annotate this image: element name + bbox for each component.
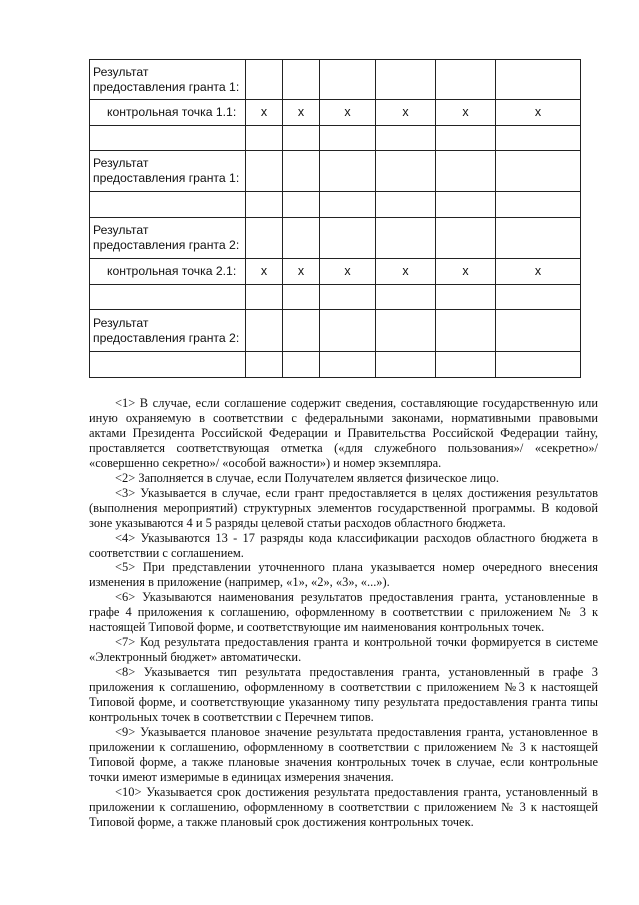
- table-cell: [436, 218, 496, 259]
- table-cell: [283, 60, 320, 100]
- footnote-paragraph: <2> Заполняется в случае, если Получателем является физическое лицо.: [115, 470, 500, 485]
- footnote-paragraph: <10> Указывается срок достижения результата предоставления гранта, установленный в приложении к соглашению, оформленному в соответствии с приложением № 3 к настоящей Типовой форме, а также плановый срок достижения контрольных точек.: [89, 784, 598, 829]
- footnote-paragraph: <1> В случае, если соглашение содержит сведения, составляющие государственную или иную охраняемую в соответствии с федеральными законами, нормативными правовыми актами Президента Российской Федерации и Правительства Российской Федерации тайну, проставляется соответствующая отметка («для служебного пользования»/ «секретно»/ «совершенно секретно»/ «особой важности») и номер экземпляра.: [89, 396, 598, 470]
- table-row: [90, 352, 581, 378]
- footnote-paragraph: <6> Указываются наименования результатов предоставления гранта, установленные в графе 4 приложения к соглашению, оформленному в соответствии с приложением № 3 к настоящей Типовой форме, и соответствующие им наименования контрольных точек.: [89, 590, 598, 635]
- table-cell: [320, 218, 376, 259]
- table-cell: [320, 285, 376, 310]
- table-cell: [320, 310, 376, 352]
- table-cell: [496, 218, 581, 259]
- table-cell: [496, 60, 581, 100]
- table-row: [90, 310, 581, 352]
- table-cell: [376, 126, 436, 151]
- table-cell: [320, 192, 376, 218]
- table-cell: [496, 352, 581, 378]
- footnotes: [89, 396, 598, 830]
- table-cell: [376, 151, 436, 192]
- footnote-paragraph: <8> Указывается тип результата предоставления гранта, установленный в графе 3 приложения к соглашению, оформленному в соответствии с приложением №3 к настоящей Типовой форме, и соответствующие указанному типу результата предоставления гранта типы контрольных точек в соответствии с Перечнем типов.: [89, 665, 598, 725]
- table-cell: [246, 352, 283, 378]
- table-cell: [436, 60, 496, 100]
- table-row: [90, 285, 581, 310]
- grant-result-label: Результат предоставления гранта 1:: [90, 60, 246, 100]
- table-cell: [376, 310, 436, 352]
- grant-results-table: [89, 59, 581, 378]
- table-row: [90, 100, 581, 126]
- grant-result-label: [90, 126, 246, 151]
- control-point-label: контрольная точка 1.1:: [90, 100, 246, 126]
- table-cell: [283, 192, 320, 218]
- grant-result-label: [90, 285, 246, 310]
- table-cell: [283, 218, 320, 259]
- table-cell: [246, 126, 283, 151]
- table-cell: [246, 285, 283, 310]
- footnote-paragraph: <5> При представлении уточненного плана указывается номер очередного внесения изменения в приложение (например, «1», «2», «3», «...»).: [89, 560, 598, 590]
- table-cell: [283, 151, 320, 192]
- table-row: [90, 60, 581, 100]
- table-cell: [246, 60, 283, 100]
- table-cell: [246, 192, 283, 218]
- table-cell: [376, 352, 436, 378]
- grant-result-label: Результат предоставления гранта 2:: [90, 310, 246, 352]
- table-cell: [496, 310, 581, 352]
- table-cell: [320, 60, 376, 100]
- table-cell: [436, 192, 496, 218]
- table-cell: x: [496, 100, 581, 126]
- table-cell: [283, 285, 320, 310]
- table-cell: x: [436, 100, 496, 126]
- table-cell: [283, 310, 320, 352]
- table-cell: [496, 285, 581, 310]
- table-cell: [283, 126, 320, 151]
- table-cell: [320, 352, 376, 378]
- table-cell: [376, 60, 436, 100]
- table-cell: [320, 151, 376, 192]
- table-cell: [496, 151, 581, 192]
- table-cell: [436, 126, 496, 151]
- grant-result-label: [90, 192, 246, 218]
- table-cell: [436, 151, 496, 192]
- table-cell: [246, 310, 283, 352]
- table-cell: [436, 285, 496, 310]
- table-cell: x: [283, 100, 320, 126]
- footnote-paragraph: <4> Указываются 13 - 17 разряды кода классификации расходов областного бюджета в соответствии с соглашением.: [89, 530, 598, 560]
- table-cell: [246, 151, 283, 192]
- grant-result-label: Результат предоставления гранта 2:: [90, 218, 246, 259]
- table-cell: [496, 192, 581, 218]
- table-cell: [436, 352, 496, 378]
- table-cell: x: [376, 259, 436, 285]
- table-cell: [376, 218, 436, 259]
- table-row: [90, 218, 581, 259]
- table-cell: [246, 218, 283, 259]
- footnote-paragraph: <3> Указывается в случае, если грант предоставляется в целях достижения результатов (выполнения мероприятий) структурных элементов государственной программы. В кодовой зоне указываются 4 и 5 разряды целевой статьи расходов областного бюджета.: [89, 485, 598, 530]
- control-point-label: контрольная точка 2.1:: [90, 259, 246, 285]
- table-cell: [376, 192, 436, 218]
- table-cell: x: [376, 100, 436, 126]
- table-cell: x: [246, 100, 283, 126]
- table-cell: [320, 126, 376, 151]
- footnote-paragraph: <7> Код результата предоставления гранта и контрольной точки формируется в системе «Электронный бюджет» автоматически.: [89, 635, 598, 665]
- table-cell: x: [320, 259, 376, 285]
- table-cell: [496, 126, 581, 151]
- grant-result-label: [90, 352, 246, 378]
- table-cell: x: [246, 259, 283, 285]
- table-cell: [436, 310, 496, 352]
- footnote-paragraph: <9> Указывается плановое значение результата предоставления гранта, установленное в приложении к соглашению, оформленному в соответствии с приложением № 3 к настоящей Типовой форме, а также плановые значения контрольных точек в случае, если контрольные точки имеют измеримые в единицах измерения значения.: [89, 724, 598, 784]
- table-cell: x: [436, 259, 496, 285]
- table-cell: x: [496, 259, 581, 285]
- grant-results-table-body: [90, 60, 581, 378]
- grant-result-label: Результат предоставления гранта 1:: [90, 151, 246, 192]
- table-row: [90, 259, 581, 285]
- table-row: [90, 126, 581, 151]
- table-cell: [283, 352, 320, 378]
- table-row: [90, 192, 581, 218]
- table-cell: [376, 285, 436, 310]
- table-cell: x: [283, 259, 320, 285]
- table-cell: x: [320, 100, 376, 126]
- table-row: [90, 151, 581, 192]
